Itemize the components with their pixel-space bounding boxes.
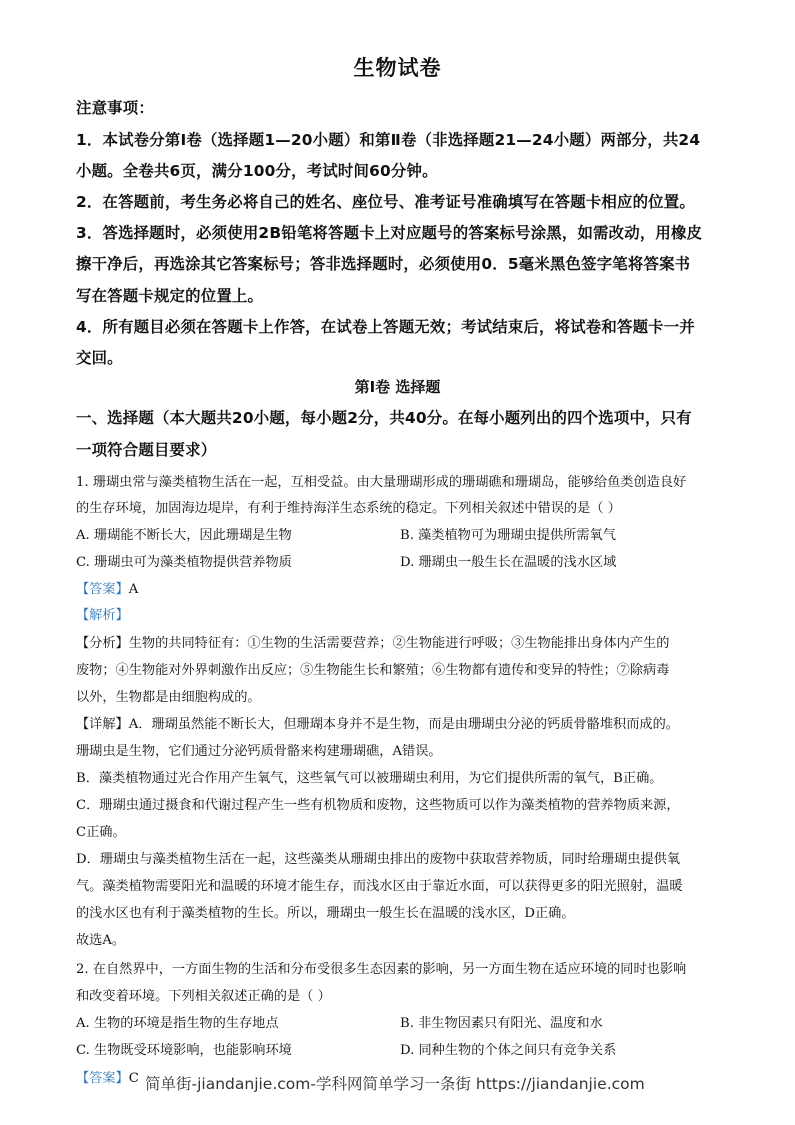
q2-option-a: A. 生物的环境是指生物的生存地点 [76,1016,279,1031]
footer-watermark: 简单街-jiandanjie.com-学科网简单学习一条街 https://jiandanjie.com [145,1072,645,1094]
notice-line: 3．答选择题时，必须使用2B铅笔将答题卡上对应题号的答案标号涂黑，如需改动，用橡皮 [76,224,703,242]
analysis-line: C正确。 [76,825,126,840]
section-title: 第Ⅰ卷 选择题 [354,378,441,396]
answer-tag: 【答案】 [76,582,129,597]
q2-option-d: D. 同种生物的个体之间只有竞争关系 [400,1043,617,1058]
notice-heading: 注意事项： [76,99,154,117]
q1-option-d: D. 珊瑚虫一般生长在温暖的浅水区域 [400,555,617,570]
analysis-line: 的浅水区也有利于藻类植物的生长。所以，珊瑚虫一般生长在温暖的浅水区，D正确。 [76,906,575,921]
q2-option-b: B. 非生物因素只有阳光、温度和水 [400,1016,603,1031]
analysis-tag: 【解析】 [76,608,129,623]
q1-option-b: B. 藻类植物可为珊瑚虫提供所需氧气 [400,528,616,543]
part-heading-line: 一、选择题（本大题共20小题，每小题2分，共40分。在每小题列出的四个选项中，只有 [76,409,692,427]
question-1-stem: 的生存环境，加固海边堤岸，有利于维持海洋生态系统的稳定。下列相关叙述中错误的是（ ） [76,501,621,516]
q1-answer [76,578,726,597]
part-heading-line: 一项符合题目要求） [76,441,217,459]
page-title: 生物试卷 [353,56,442,80]
notice-line: 2．在答题前，考生务必将自己的姓名、座位号、准考证号准确填写在答题卡相应的位置。 [76,193,695,211]
answer-value: C [128,1071,139,1086]
analysis-line: 故选A。 [76,933,126,948]
notice-line: 交回。 [76,349,123,367]
q2-option-c: C. 生物既受环境影响，也能影响环境 [76,1043,292,1058]
analysis-line: 【详解】A．珊瑚虽然能不断长大，但珊瑚本身并不是生物，而是由珊瑚虫分泌的钙质骨骼堆积而成的。 [76,717,679,732]
q1-option-a: A. 珊瑚能不断长大，因此珊瑚是生物 [76,528,292,543]
analysis-line: 以外，生物都是由细胞构成的。 [76,690,261,705]
analysis-line: 【分析】生物的共同特征有：①生物的生活需要营养；②生物能进行呼吸；③生物能排出身体内产生的 [76,636,670,651]
analysis-line: C．珊瑚虫通过摄食和代谢过程产生一些有机物质和废物，这些物质可以作为藻类植物的营养物质来源， [76,798,680,813]
analysis-line: D．珊瑚虫与藻类植物生活在一起，这些藻类从珊瑚虫排出的废物中获取营养物质，同时给珊瑚虫提供氧 [76,852,681,867]
question-2-stem: 和改变着环境。下列相关叙述正确的是（ ） [76,989,331,1004]
analysis-line: B．藻类植物通过光合作用产生氧气，这些氧气可以被珊瑚虫利用，为它们提供所需的氧气，B正确。 [76,771,663,786]
notice-line: 1．本试卷分第Ⅰ卷（选择题1—20小题）和第Ⅱ卷（非选择题21—24小题）两部分，共24 [76,131,701,149]
analysis-line: 废物；④生物能对外界刺激作出反应；⑤生物能生长和繁殖；⑥生物都有遗传和变异的特性；⑦除病毒 [76,663,670,678]
question-2-stem: 2. 在自然界中，一方面生物的生活和分布受很多生态因素的影响，另一方面生物在适应环境的同时也影响 [76,962,687,977]
notice-line: 擦干净后，再选涂其它答案标号；答非选择题时，必须使用0．5毫米黑色签字笔将答案书 [76,255,691,273]
notice-line: 4．所有题目必须在答题卡上作答，在试卷上答题无效；考试结束后，将试卷和答题卡一并 [76,318,695,336]
answer-tag: 【答案】 [76,1071,129,1086]
analysis-line: 气。藻类植物需要阳光和温暖的环境才能生存，而浅水区由于靠近水面，可以获得更多的阳光照射，温暖 [76,879,683,894]
question-1-stem: 1. 珊瑚虫常与藻类植物生活在一起，互相受益。由大量珊瑚形成的珊瑚礁和珊瑚岛，能够给鱼类创造良好 [76,475,687,490]
answer-value: A [128,582,139,597]
analysis-line: 珊瑚虫是生物，它们通过分泌钙质骨骼来构建珊瑚礁，A错误。 [76,744,442,759]
notice-line: 写在答题卡规定的位置上。 [76,287,264,305]
notice-line: 小题。全卷共6页，满分100分，考试时间60分钟。 [76,162,438,180]
q1-option-c: C. 珊瑚虫可为藻类植物提供营养物质 [76,555,292,570]
